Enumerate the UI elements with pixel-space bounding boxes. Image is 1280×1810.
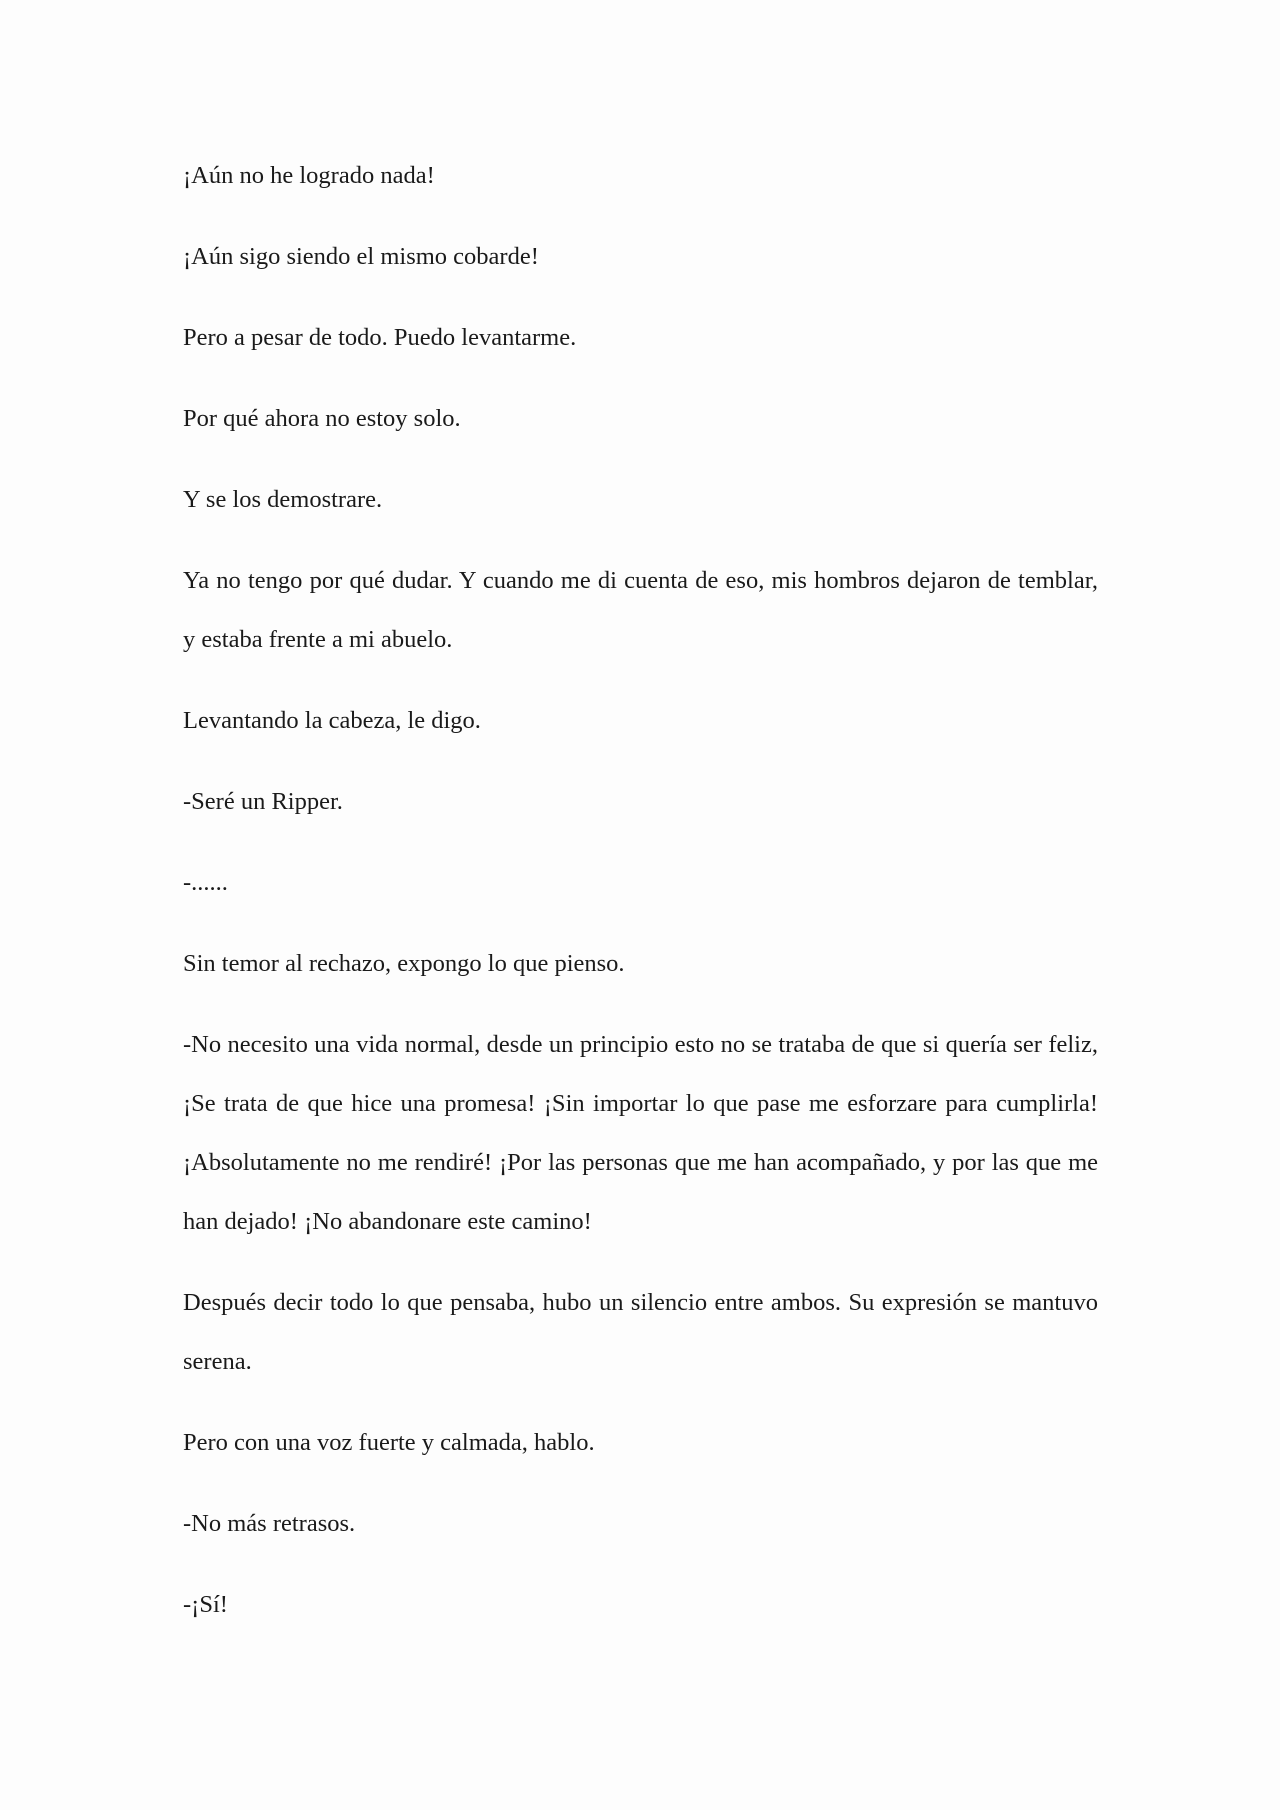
paragraph: ¡Aún sigo siendo el mismo cobarde! bbox=[183, 243, 539, 270]
paragraph: -No necesito una vida normal, desde un principio esto no se trataba de que si quería ser feliz, ¡Se trata de que hice una promesa! ¡Sin importar lo que pase me esforzare para cumplirla! ¡Absolutamente no me rendiré! ¡Por las personas que me han acompañado, y por las que me han dejado! ¡No abandonare este camino! bbox=[183, 1031, 1098, 1235]
paragraph: Pero a pesar de todo. Puedo levantarme. bbox=[183, 324, 577, 351]
paragraph: -No más retrasos. bbox=[183, 1510, 356, 1537]
paragraph: ¡Aún no he logrado nada! bbox=[183, 162, 435, 189]
paragraph: Después decir todo lo que pensaba, hubo un silencio entre ambos. Su expresión se mantuvo serena. bbox=[183, 1289, 1098, 1375]
paragraph: -¡Sí! bbox=[183, 1591, 228, 1618]
paragraph: Ya no tengo por qué dudar. Y cuando me di cuenta de eso, mis hombros dejaron de temblar, y estaba frente a mi abuelo. bbox=[183, 567, 1098, 653]
paragraph: Y se los demostrare. bbox=[183, 486, 383, 513]
paragraph: -Seré un Ripper. bbox=[183, 788, 343, 815]
paragraph: Pero con una voz fuerte y calmada, hablo. bbox=[183, 1429, 595, 1456]
paragraph: -...... bbox=[183, 869, 228, 896]
paragraph: Levantando la cabeza, le digo. bbox=[183, 707, 481, 734]
paragraph: Por qué ahora no estoy solo. bbox=[183, 405, 461, 432]
paragraph: Sin temor al rechazo, expongo lo que pienso. bbox=[183, 950, 625, 977]
document-body bbox=[183, 146, 1098, 1656]
